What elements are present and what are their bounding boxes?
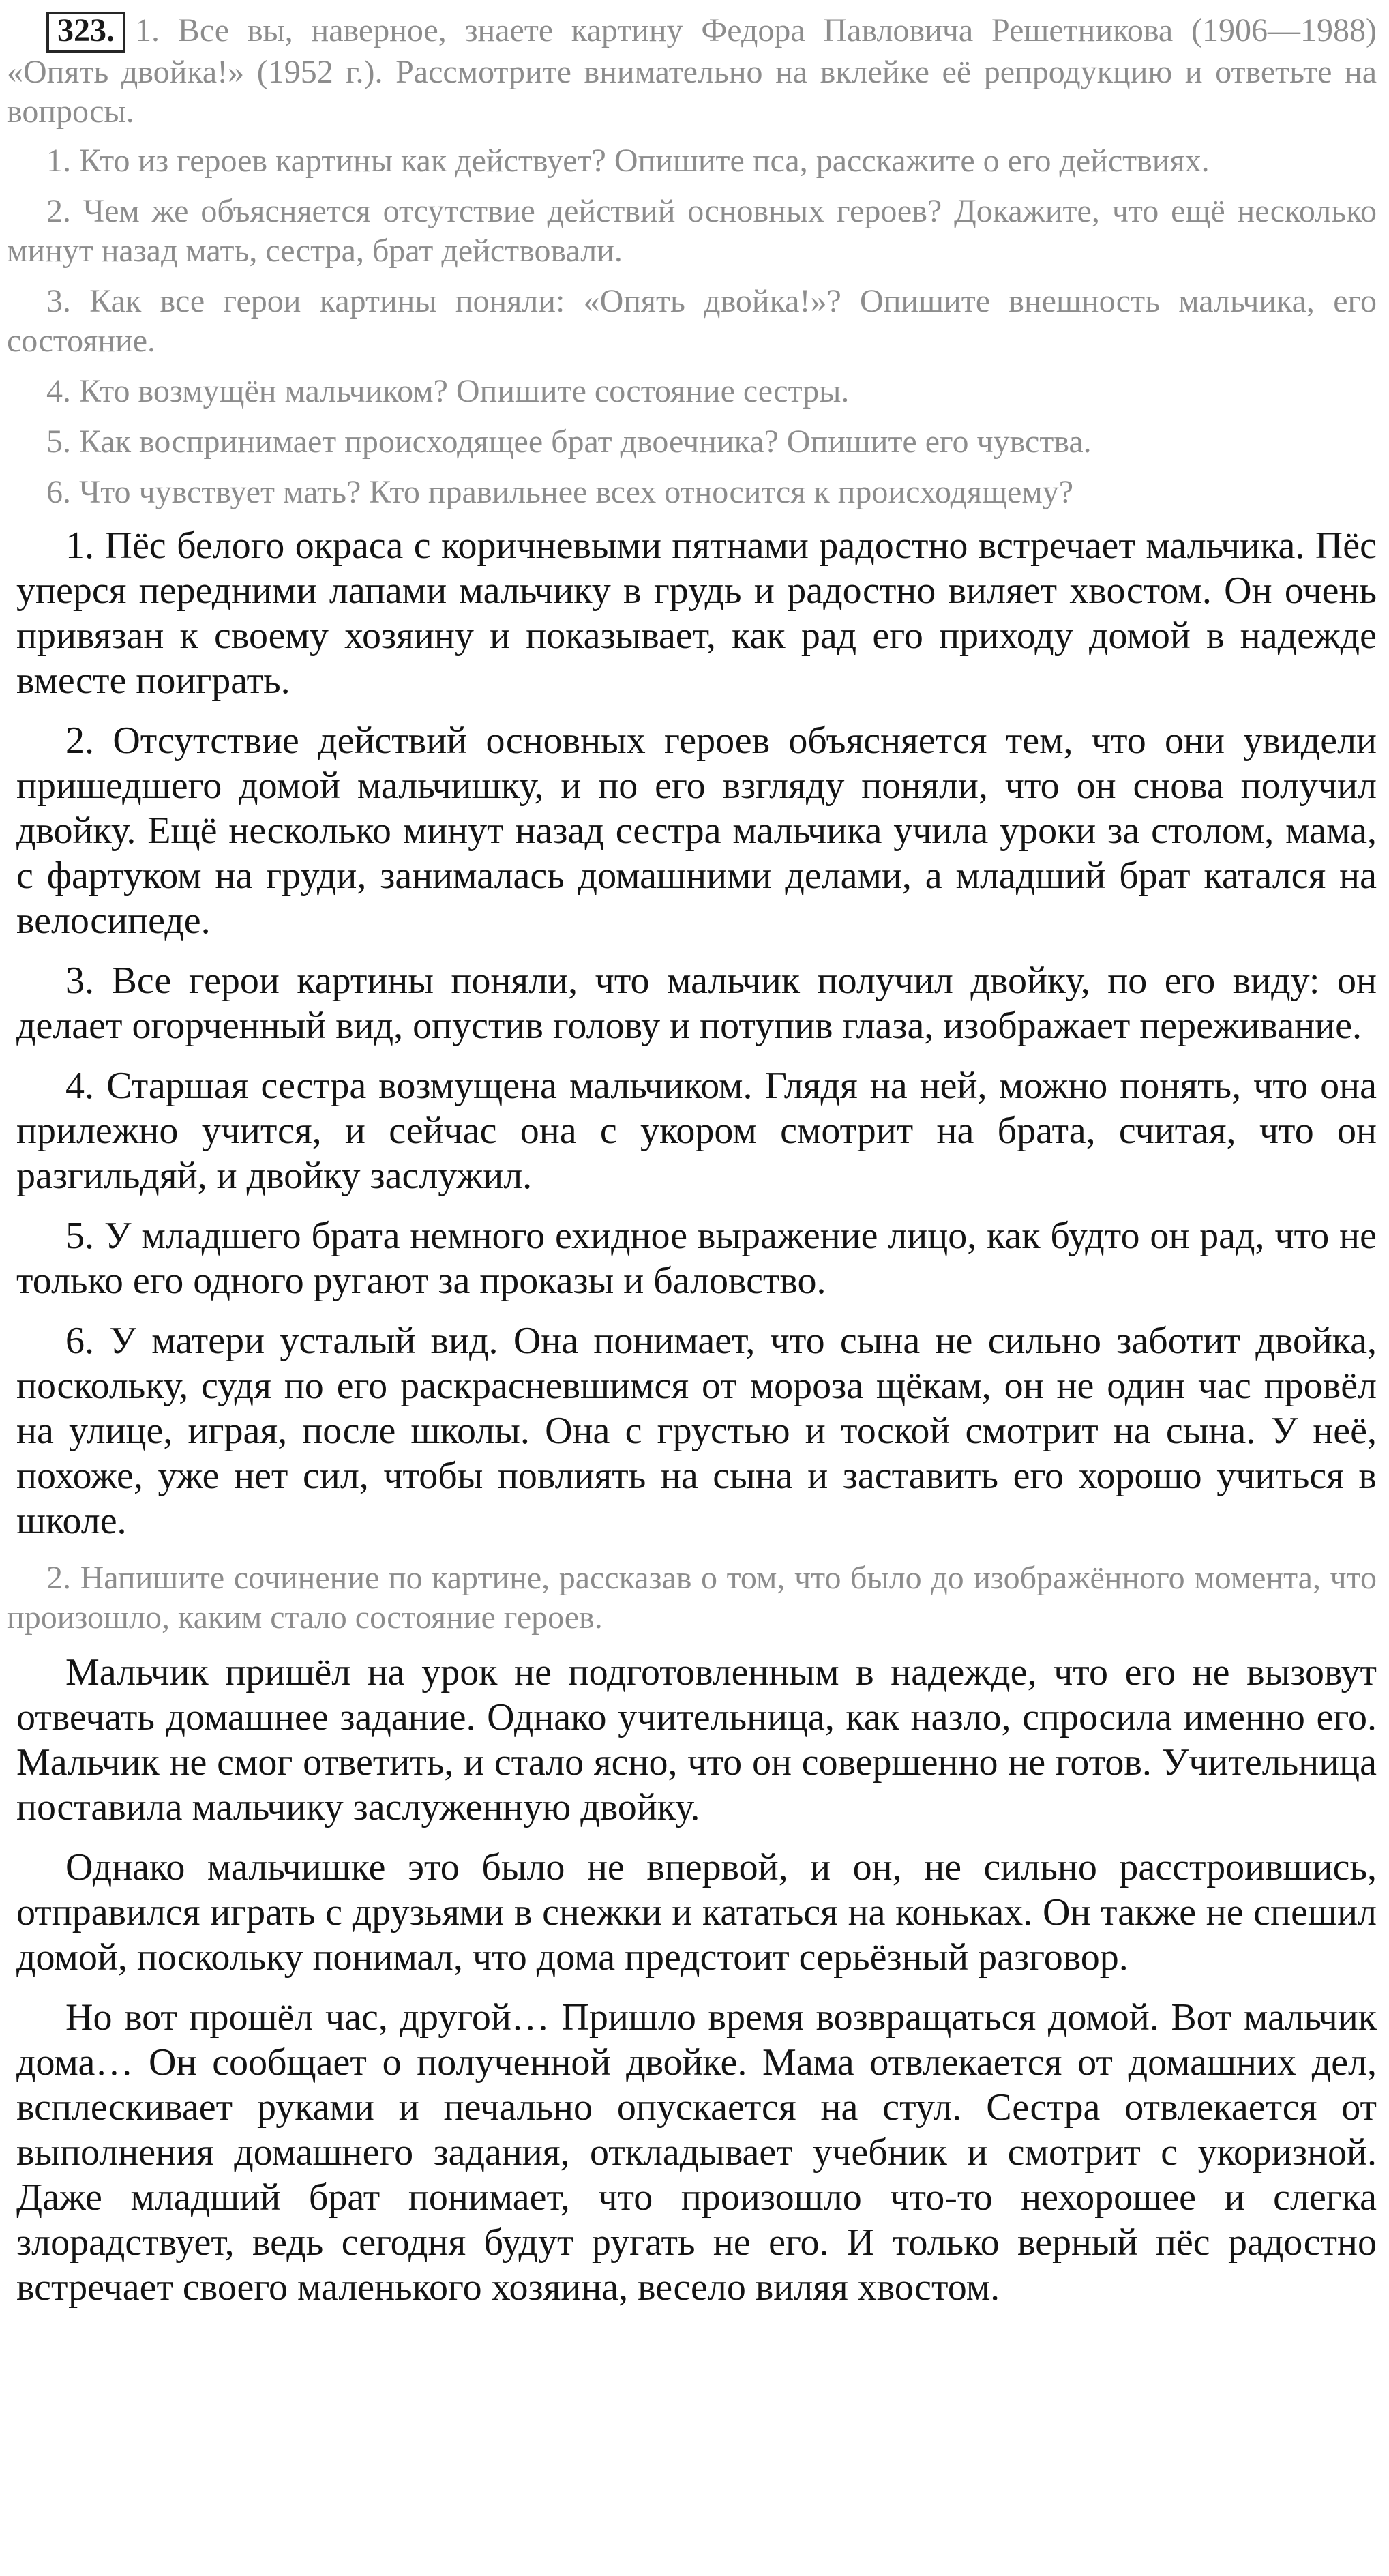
- answer-5: 5. У младшего брата немного ехидное выражение лицо, как будто он рад, что не только его одного ругают за проказы и баловство.: [16, 1214, 1377, 1302]
- question-2: 2. Чем же объясняется отсутствие действий основных героев? Докажите, что ещё несколько минут назад мать, сестра, брат действовали.: [7, 192, 1377, 269]
- question-1: 1. Кто из героев картины как действует? Опишите пса, расскажите о его действиях.: [46, 142, 1210, 179]
- answer-6: 6. У матери усталый вид. Она понимает, что сына не сильно заботит двойка, поскольку, судя по его раскрасневшимся от мороза щёкам, он не один час провёл на улице, играя, после школы. Она с грустью и тоской смотрит на сына. У неё, похоже, уже нет сил, чтобы повлиять на сына и заставить его хорошо учиться в школе.: [16, 1319, 1377, 1542]
- question-3: 3. Как все герои картины поняли: «Опять двойка!»? Опишите внешность мальчика, его состояние.: [7, 282, 1377, 359]
- task-1: [7, 11, 1377, 132]
- question-4: 4. Кто возмущён мальчиком? Опишите состояние сестры.: [46, 372, 850, 409]
- exercise-number-box: 323.: [46, 12, 125, 53]
- task-2: 2. Напишите сочинение по картине, рассказав о том, что было до изображённого момента, что произошло, каким стало состояние героев.: [7, 1559, 1377, 1635]
- answer-2: 2. Отсутствие действий основных героев объясняется тем, что они увидели пришедшего домой мальчишку, и по его взгляду поняли, что он снова получил двойку. Ещё несколько минут назад сестра мальчика учила уроки за столом, мама, с фартуком на груди, занималась домашними делами, а младший брат катался на велосипеде.: [16, 719, 1377, 942]
- essay-paragraph-3: Но вот прошёл час, другой… Пришло время возвращаться домой. Вот мальчик дома… Он сообщает о полученной двойке. Мама отвлекается от домашних дел, всплескивает руками и печально опускается на стул. Сестра отвлекается от выполнения домашнего задания, откладывает учебник и смотрит с укоризной. Даже младший брат понимает, что произошло что-то нехорошее и слегка злорадствует, ведь сегодня будут ругать не его. И только верный пёс радостно встречает своего маленького хозяина, весело виляя хвостом.: [16, 1996, 1377, 2309]
- essay-paragraph-1: Мальчик пришёл на урок не подготовленным в надежде, что его не вызовут отвечать домашнее задание. Однако учительница, как назло, спросила именно его. Мальчик не смог ответить, и стало ясно, что он совершенно не готов. Учительница поставила мальчику заслуженную двойку.: [16, 1650, 1377, 1829]
- task-1-text: 1. Все вы, наверное, знаете картину Федора Павловича Решетникова (1906—1988) «Опять двойка!» (1952 г.). Рассмотрите внимательно на вклейке её репродукцию и ответьте на вопросы.: [7, 12, 1377, 130]
- answer-4: 4. Старшая сестра возмущена мальчиком. Глядя на ней, можно понять, что она прилежно учится, и сейчас она с укором смотрит на брата, считая, что он разгильдяй, и двойку заслужил.: [16, 1064, 1377, 1197]
- question-5: 5. Как воспринимает происходящее брат двоечника? Опишите его чувства.: [46, 423, 1092, 460]
- answer-1: 1. Пёс белого окраса с коричневыми пятнами радостно встречает мальчика. Пёс уперся передними лапами мальчику в грудь и радостно виляет хвостом. Он очень привязан к своему хозяину и показывает, как рад его приходу домой в надежде вместе поиграть.: [16, 524, 1377, 702]
- answer-3: 3. Все герои картины поняли, что мальчик получил двойку, по его виду: он делает огорченный вид, опустив голову и потупив глаза, изображает переживание.: [16, 959, 1377, 1047]
- essay-paragraph-2: Однако мальчишке это было не впервой, и он, не сильно расстроившись, отправился играть с друзьями в снежки и кататься на коньках. Он также не спешил домой, поскольку понимал, что дома предстоит серьёзный разговор.: [16, 1846, 1377, 1979]
- question-6: 6. Что чувствует мать? Кто правильнее всех относится к происходящему?: [46, 473, 1074, 510]
